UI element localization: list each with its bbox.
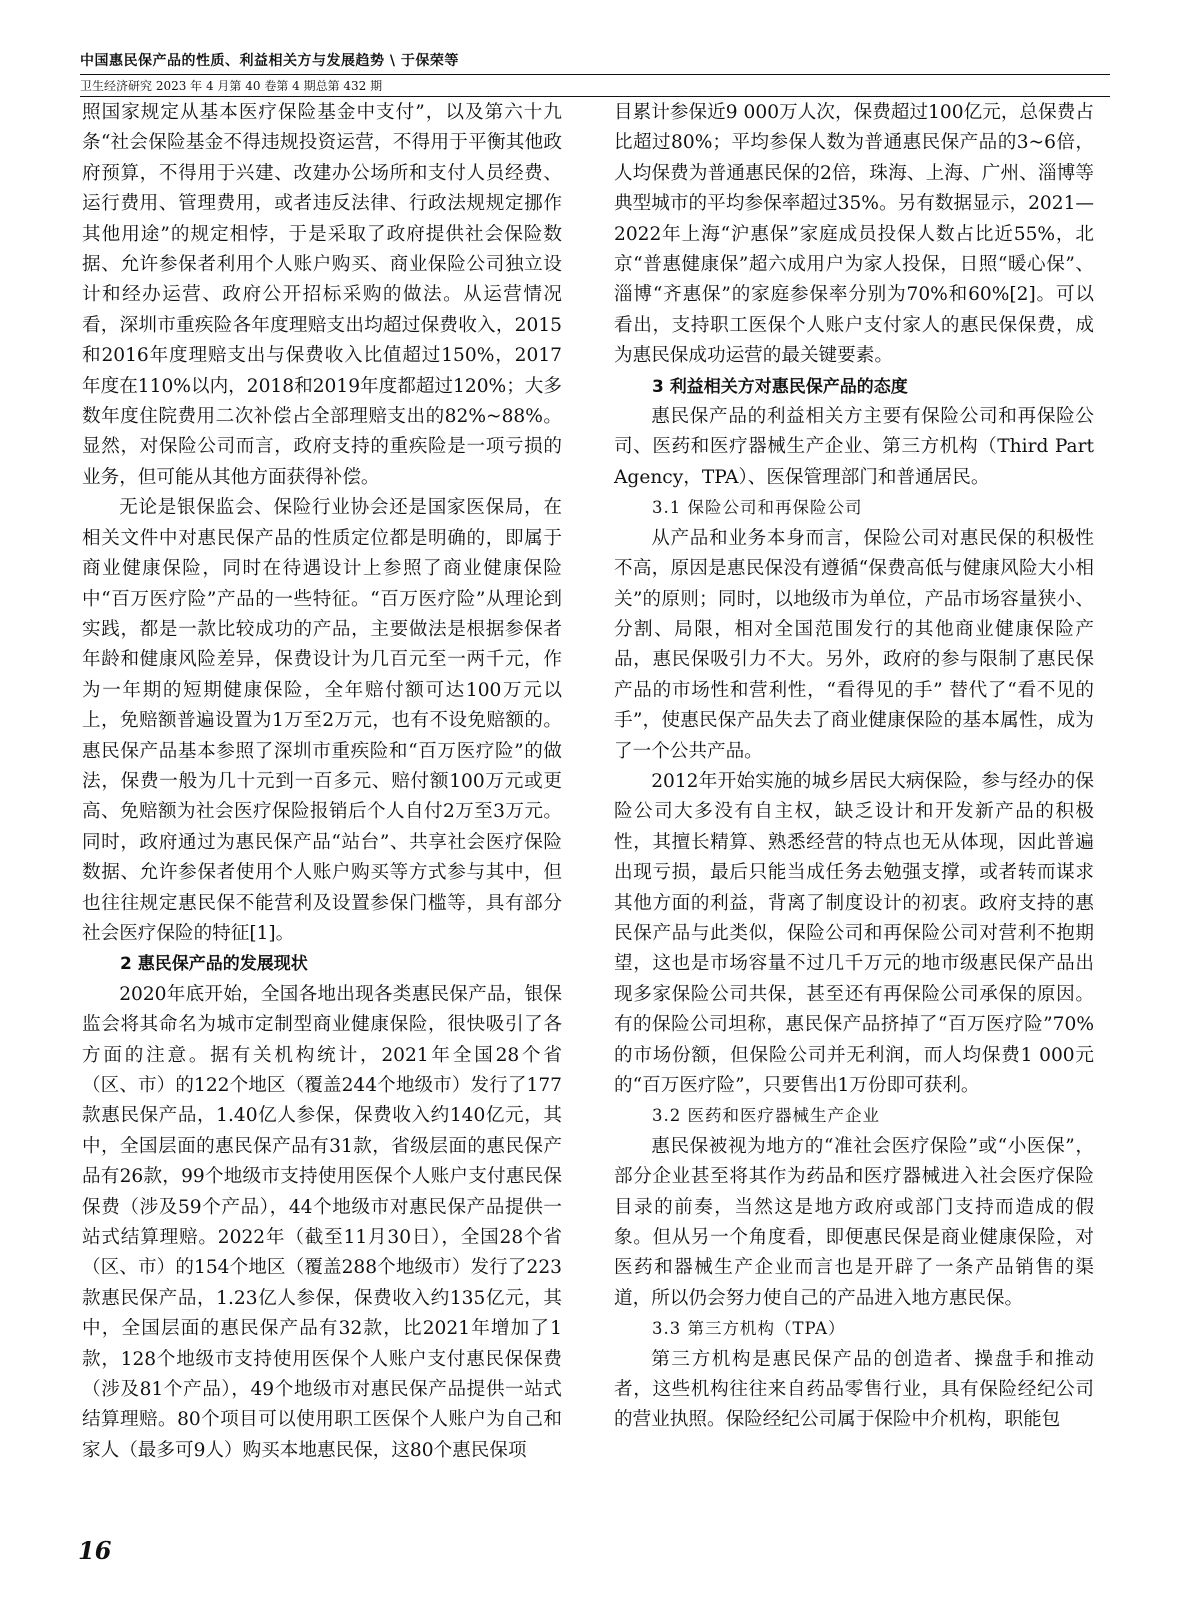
body-paragraph: 无论是银保监会、保险行业协会还是国家医保局，在相关文件中对惠民保产品的性质定位都是明确的，即属于商业健康保险，同时在待遇设计上参照了商业健康保险中“百万医疗险”产品的一些特征。“百万医疗险”从理论到实践，都是一款比较成功的产品，主要做法是根据参保者年龄和健康风险差异，保费设计为几百元至一两千元，作为一年期的短期健康保险，全年赔付额可达100万元以上，免赔额普遍设置为1万至2万元，也有不设免赔额的。惠民保产品基本参照了深圳市重疾险和“百万医疗险”的做法，保费一般为几十元到一百多元、赔付额100万元或更高、免赔额为社会医疗保险报销后个人自付2万至3万元。同时，政府通过为惠民保产品“站台”、共享社会医疗保险数据、允许参保者使用个人账户购买等方式参与其中，但也往往规定惠民保不能营利及设置参保门槛等，具有部分社会医疗保险的特征[1]。 (82, 497, 562, 944)
body-paragraph: 2020年底开始，全国各地出现各类惠民保产品，银保监会将其命名为城市定制型商业健康保险，很快吸引了各方面的注意。据有关机构统计，2021年全国28个省（区、市）的122个地区（覆盖244个地级市）发行了177款惠民保产品，1.40亿人参保，保费收入约140亿元，其中，全国层面的惠民保产品有31款，省级层面的惠民保产品有26款，99个地级市支持使用医保个人账户支付惠民保保费（涉及59个产品），44个地级市对惠民保产品提供一站式结算理赔。2022年（截至11月30日），全国28个省（区、市）的154个地区（覆盖288个地级市）发行了223款惠民保产品，1.23亿人参保，保费收入约135亿元，其中，全国层面的惠民保产品有32款，比2021年增加了1款，128个地级市支持使用医保个人账户支付惠民保保费（涉及81个产品），49个地级市对惠民保产品提供一站式结算理赔。80个项目可以使用职工医保个人账户为自己和家人（最多可9人）购买本地惠民保，这80个惠民保项 (82, 983, 562, 1461)
body-paragraph: 目累计参保近9 000万人次，保费超过100亿元，总保费占比超过80%；平均参保人数为普通惠民保产品的3~6倍，人均保费为普通惠民保的2倍，珠海、上海、广州、淄博等典型城市的平均参保率超过35%。另有数据显示，2021—2022年上海“沪惠保”家庭成员投保人数占比近55%，北京“普惠健康保”超六成用户为家人投保，日照“暖心保”、淄博“齐惠保”的家庭参保率分别为70%和60%[2]。可以看出，支持职工医保个人账户支付家人的惠民保保费，成为惠民保成功运营的最关键要素。 (614, 102, 1094, 367)
right-column (614, 98, 1094, 1436)
subsection-heading: 3.1 保险公司和再保险公司 (652, 498, 863, 518)
body-paragraph: 照国家规定从基本医疗保险基金中支付”，以及第六十九条“社会保险基金不得违规投资运营，不得用于平衡其他政府预算，不得用于兴建、改建办公场所和支付人员经费、运行费用、管理费用，或者违反法律、行政法规规定挪作其他用途”的规定相悖，于是采取了政府提供社会保险数据、允许参保者利用个人账户购买、商业保险公司独立设计和经办运营、政府公开招标采购的做法。从运营情况看，深圳市重疾险各年度理赔支出均超过保费收入，2015和2016年度理赔支出与保费收入比值超过150%，2017年度在110%以内，2018和2019年度都超过120%；大多数年度住院费用二次补偿占全部理赔支出的82%~88%。显然，对保险公司而言，政府支持的重疾险是一项亏损的业务，但可能从其他方面获得补偿。 (82, 102, 562, 488)
page-number: 16 (78, 1536, 112, 1565)
body-paragraph: 惠民保被视为地方的“准社会医疗保险”或“小医保”，部分企业甚至将其作为药品和医疗器械进入社会医疗保险目录的前奏，当然这是地方政府或部门支持而造成的假象。但从另一个角度看，即便惠民保是商业健康保险，对医药和器械生产企业而言也是开辟了一条产品销售的渠道，所以仍会努力使自己的产品进入地方惠民保。 (614, 1135, 1094, 1309)
header-article-title: 中国惠民保产品的性质、利益相关方与发展趋势 \ 于保荣等 (80, 53, 459, 69)
header-rule (80, 74, 1110, 75)
body-paragraph: 惠民保产品的利益相关方主要有保险公司和再保险公司、医药和医疗器械生产企业、第三方机构（Third Part Agency，TPA）、医保管理部门和普通居民。 (614, 406, 1094, 488)
left-column (82, 98, 562, 1466)
subsection-heading: 3.2 医药和医疗器械生产企业 (652, 1106, 880, 1126)
body-paragraph: 从产品和业务本身而言，保险公司对惠民保的积极性不高，原因是惠民保没有遵循“保费高低与健康风险大小相关”的原则；同时，以地级市为单位，产品市场容量狭小、分割、局限，相对全国范围发行的其他商业健康保险产品，惠民保吸引力不大。另外，政府的参与限制了惠民保产品的市场性和营利性，“看得见的手” 替代了“看不见的手”，使惠民保产品失去了商业健康保险的基本属性，成为了一个公共产品。 (614, 527, 1094, 762)
body-paragraph: 第三方机构是惠民保产品的创造者、操盘手和推动者，这些机构往往来自药品零售行业，具有保险经纪公司的营业执照。保险经纪公司属于保险中介机构，职能包 (614, 1348, 1094, 1431)
header-rule-thin (80, 96, 1110, 97)
subsection-heading: 3.3 第三方机构（TPA） (652, 1319, 846, 1339)
header-journal-info: 卫生经济研究 2023 年 4 月第 40 卷第 4 期总第 432 期 (80, 79, 383, 93)
running-header (80, 52, 1110, 97)
body-paragraph: 2012年开始实施的城乡居民大病保险，参与经办的保险公司大多没有自主权，缺乏设计和开发新产品的积极性，其擅长精算、熟悉经营的特点也无从体现，因此普遍出现亏损，最后只能当成任务去勉强支撑，或者转而谋求其他方面的利益，背离了制度设计的初衷。政府支持的惠民保产品与此类似，保险公司和再保险公司对营利不抱期望，这也是市场容量不过几千万元的地市级惠民保产品出现多家保险公司共保，甚至还有再保险公司承保的原因。有的保险公司坦称，惠民保产品挤掉了“百万医疗险”70%的市场份额，但保险公司并无利润，而人均保费1 000元的“百万医疗险”，只要售出1万份即可获利。 (614, 770, 1094, 1096)
section-heading: 2 惠民保产品的发展现状 (120, 954, 308, 975)
section-heading: 3 利益相关方对惠民保产品的态度 (652, 376, 908, 397)
